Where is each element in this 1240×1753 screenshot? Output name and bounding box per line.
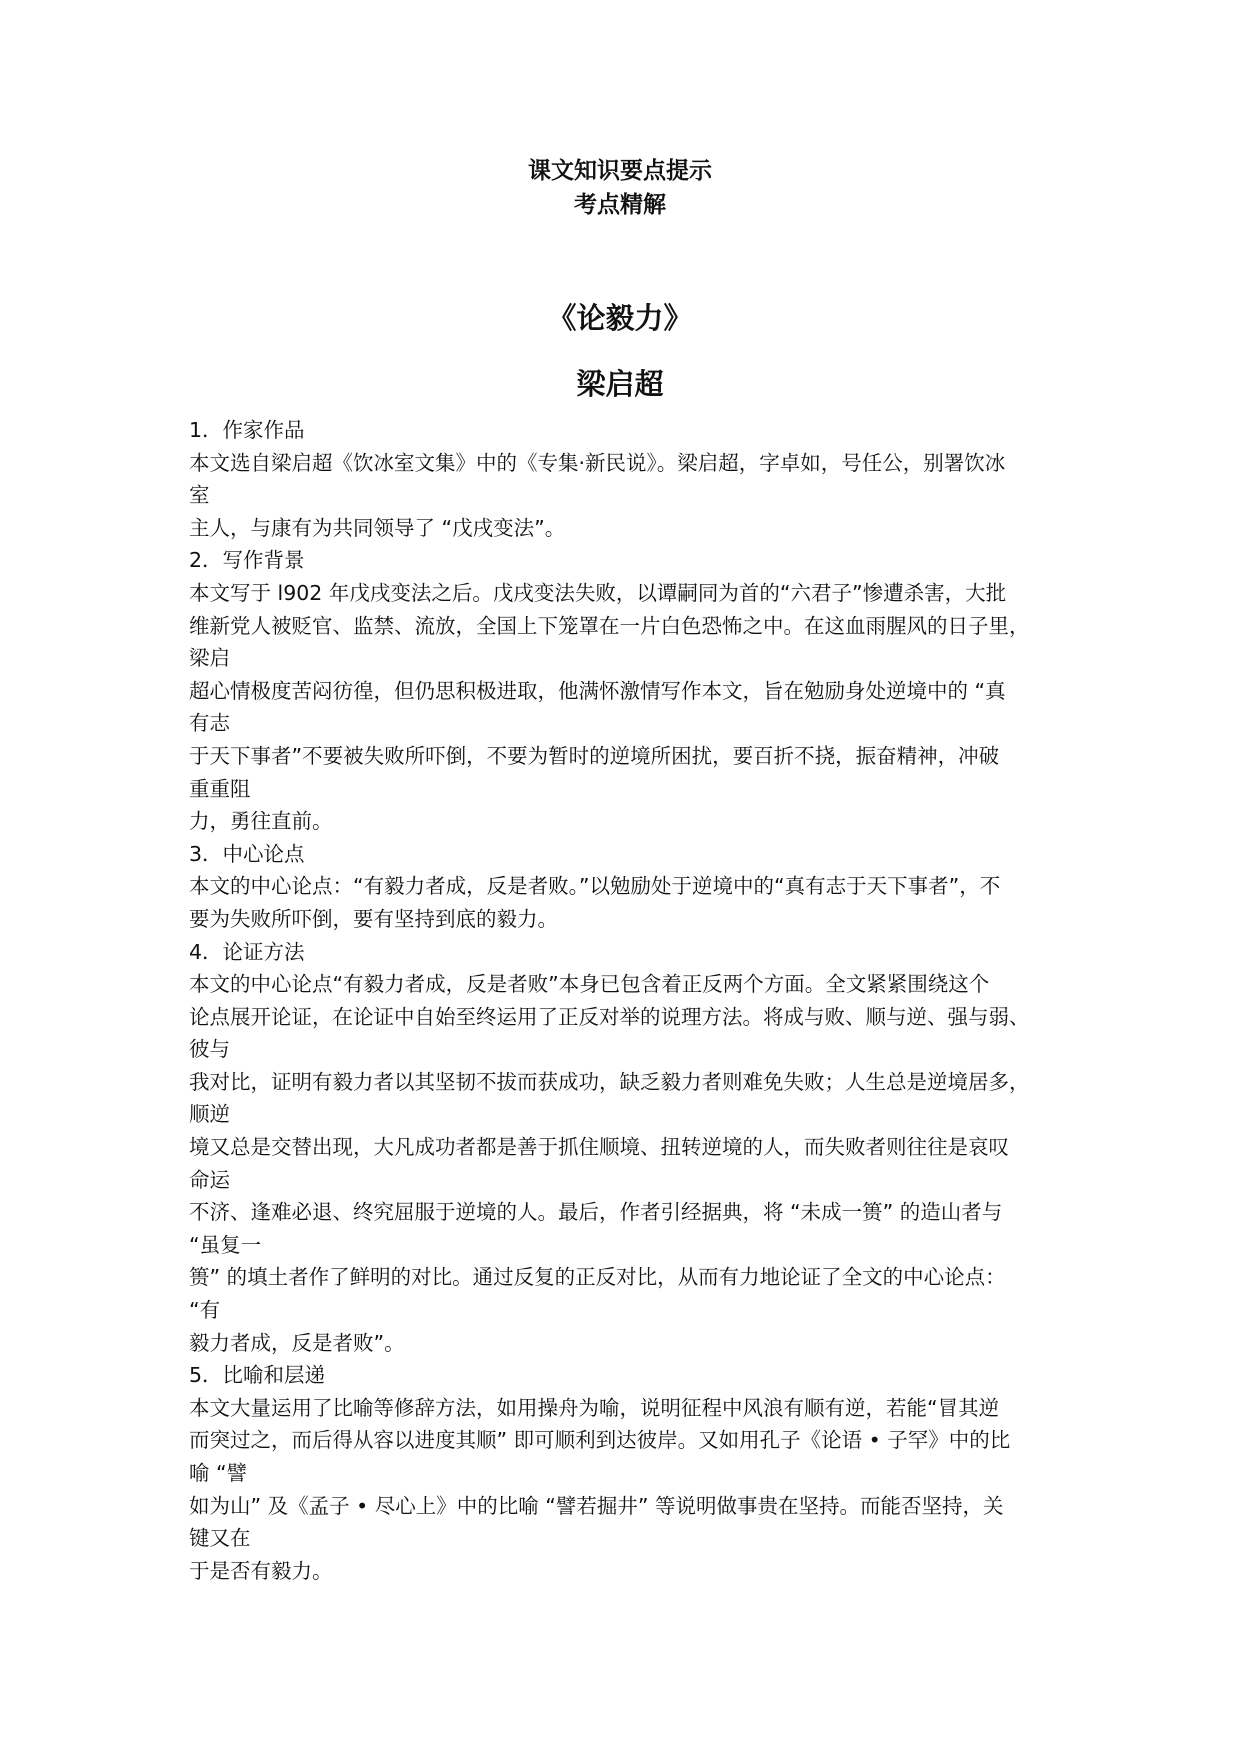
paragraph-line: 力，勇往直前。: [189, 809, 333, 834]
paragraph-line: 境又总是交替出现，大凡成功者都是善于抓住顺境、扭转逆境的人，而失败者则往往是哀叹: [189, 1135, 1009, 1160]
paragraph-line: 梁启: [189, 646, 230, 671]
document-body: [189, 414, 1069, 1587]
paragraph-line: 本文的中心论点：“有毅力者成，反是者败。”以勉励处于逆境中的“真有志于天下事者”，不: [189, 874, 1001, 899]
paragraph-line: 于天下事者”不要被失败所吓倒，不要为暂时的逆境所困扰，要百折不挠，振奋精神，冲破: [189, 743, 1000, 768]
section: [189, 1359, 1069, 1587]
section-heading: 4．论证方法: [189, 939, 305, 964]
paragraph-line: 我对比，证明有毅力者以其坚韧不拔而获成功，缺乏毅力者则难免失败；人生总是逆境居多，: [189, 1069, 1030, 1094]
paragraph-line: “虽复一: [189, 1232, 262, 1257]
paragraph-line: 重重阻: [189, 776, 251, 801]
section: [189, 838, 1069, 936]
document-title: 课文知识要点提示: [528, 158, 712, 184]
paragraph-line: 命运: [189, 1167, 230, 1192]
section-heading: 1．作家作品: [189, 418, 305, 442]
paragraph-line: 于是否有毅力。: [189, 1558, 333, 1583]
document-subtitle: 考点精解: [574, 192, 666, 218]
paragraph-line: 维新党人被贬官、监禁、流放，全国上下笼罩在一片白色恐怖之中。在这血雨腥风的日子里，: [189, 613, 1030, 638]
paragraph-line: 键又在: [189, 1526, 251, 1551]
author-name: 梁启超: [576, 367, 664, 401]
paragraph-line: 论点展开论证，在论证中自始至终运用了正反对举的说理方法。将成与败、顺与逆、强与弱、: [189, 1004, 1030, 1029]
paragraph-line: 本文选自梁启超《饮冰室文集》中的《专集·新民说》。梁启超，字卓如，号任公，别署饮冰: [189, 450, 1006, 475]
paragraph-line: 篑” 的填土者作了鲜明的对比。通过反复的正反对比，从而有力地论证了全文的中心论点：: [189, 1265, 1006, 1290]
paragraph-line: “有: [189, 1298, 221, 1323]
section-heading: 2．写作背景: [189, 548, 305, 573]
paragraph-line: 而突过之，而后得从容以进度其顺” 即可顺利到达彼岸。又如用孔子《论语 • 子罕》中的比: [189, 1428, 1011, 1453]
paragraph-line: 喻 “譬: [189, 1461, 248, 1485]
paragraph-line: 超心情极度苦闷彷徨，但仍思积极进取，他满怀激情写作本文，旨在勉励身处逆境中的 “真: [189, 678, 1006, 703]
section-heading: 5．比喻和层递: [189, 1363, 326, 1388]
paragraph-line: 有志: [189, 711, 230, 736]
work-title: 《论毅力》: [547, 301, 693, 335]
paragraph-line: 如为山” 及《孟子 • 尽心上》中的比喻 “譬若掘井” 等说明做事贵在坚持。而能否坚持，关: [189, 1493, 1004, 1518]
paragraph-line: 不济、逢难必退、终究屈服于逆境的人。最后，作者引经据典，将 “未成一篑” 的造山者与: [189, 1200, 1003, 1225]
paragraph-line: 毅力者成，反是者败”。: [189, 1330, 405, 1355]
section: [189, 414, 1069, 544]
paragraph-line: 室: [189, 483, 210, 508]
paragraph-line: 本文写于 l902 年戊戌变法之后。戊戌变法失败，以谭嗣同为首的“六君子”惨遭杀害，大批: [189, 580, 1007, 605]
section: [189, 936, 1069, 1360]
paragraph-line: 本文大量运用了比喻等修辞方法，如用操舟为喻，说明征程中风浪有顺有逆，若能“冒其逆: [189, 1395, 1000, 1420]
section-heading: 3．中心论点: [189, 841, 305, 866]
paragraph-line: 主人，与康有为共同领导了 “戊戌变法”。: [189, 515, 566, 540]
paragraph-line: 彼与: [189, 1037, 230, 1062]
section: [189, 544, 1069, 837]
paragraph-line: 要为失败所吓倒，要有坚持到底的毅力。: [189, 906, 558, 931]
paragraph-line: 顺逆: [189, 1102, 230, 1127]
paragraph-line: 本文的中心论点“有毅力者成，反是者败”本身已包含着正反两个方面。全文紧紧围绕这个: [189, 972, 990, 997]
